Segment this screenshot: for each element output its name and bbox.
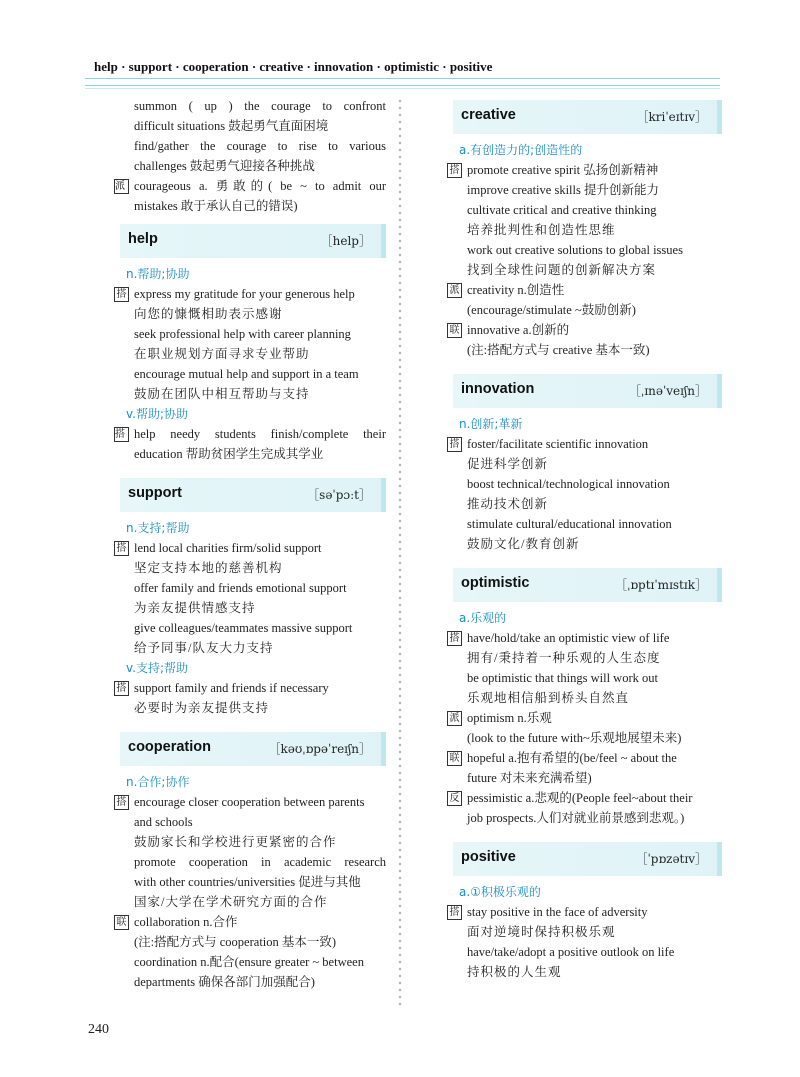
collocation-badge: 搭 [114,287,129,302]
collocation-line: 搭 have/hold/take an optimistic view of life [447,628,722,648]
antonym-line: job prospects.人们对就业前景感到悲观。) [467,811,685,825]
collocation-line: 找到全球性问题的创新解决方案 [467,263,657,277]
derived-line: (look to the future with~乐观地展望未来) [467,731,682,745]
phonetic: ［help］ [320,234,371,248]
phonetic: ［kəʊˌɒpəˈreɪʃn］ [268,742,371,756]
collocation-line: 向您的慷慨相助表示感谢 [134,307,283,321]
headword-box-help [120,224,386,258]
collocation-line: education 帮助贫困学生完成其学业 [134,447,324,461]
collocation-line: with other countries/universities 促进与其他 [134,875,361,889]
headword: creative [461,107,516,123]
collocation-line: improve creative skills 提升创新能力 [467,183,659,197]
collocation-line: 鼓励文化/教育创新 [467,537,580,551]
collocation-line: 坚定支持本地的慈善机构 [134,561,283,575]
headword: positive [461,849,516,865]
header-rule-secondary [85,88,720,89]
part-of-speech: a.有创造力的;创造性的 [459,143,583,157]
collocation-line: 搭 encourage closer cooperation between parents [114,792,386,812]
collocation-line: 搭 stay positive in the face of adversity [447,902,722,922]
headword: help [128,231,158,247]
headword-box-creative [453,100,722,134]
headword: innovation [461,381,535,397]
part-of-speech: n.支持;帮助 [126,521,190,535]
antonym-line: 反 pessimistic a.悲观的(People feel~about their [447,788,722,808]
collocation-line: 搭 help needy students finish/complete their [115,427,386,441]
related-line: (注:搭配方式与 creative 基本一致) [467,343,650,357]
related-badge: 联 [447,751,462,766]
collocation-line: offer family and friends emotional support [134,581,347,595]
collocation-line: 必要时为亲友提供支持 [134,701,270,715]
page-header-title: help · support · cooperation · creative · innovation · optimistic · positive [94,59,493,74]
related-line: departments 确保各部门加强配合) [134,975,315,989]
phonetic: ［ˈpɒzətɪv］ [635,852,707,866]
part-of-speech: v.帮助;协助 [126,407,189,421]
collocation-line: 推动技术创新 [467,497,549,511]
collocation-badge: 搭 [114,795,129,810]
part-of-speech: v.支持;帮助 [126,661,189,675]
collocation-line: have/take/adopt a positive outlook on life [467,945,675,959]
headword-box-optimistic [453,568,722,602]
derived-line: 派 optimism n.乐观 [447,708,722,728]
part-of-speech: n.帮助;协助 [126,267,190,281]
phonetic: ［kriˈeɪtɪv］ [636,110,707,124]
collocation-badge: 搭 [447,631,462,646]
part-of-speech: n.创新;革新 [459,417,523,431]
collocation-badge: 搭 [114,427,129,442]
left-column [114,96,386,992]
derived-badge: 派 [447,283,462,298]
related-line: 联 innovative a.创新的 [447,320,722,340]
collocation-line: cultivate critical and creative thinking [467,203,657,217]
derived-line: 派 courageous a. 勇敢的( be ~ to admit our [115,179,386,193]
collocation-line: 乐观地相信船到桥头自然直 [467,691,630,705]
related-badge: 联 [114,915,129,930]
collocation-line: stimulate cultural/educational innovation [467,517,672,531]
header-rule [85,78,720,86]
part-of-speech: a.乐观的 [459,611,507,625]
phonetic: ［ˌɒptɪˈmɪstɪk］ [615,578,707,592]
collocation-line: 为亲友提供情感支持 [134,601,256,615]
collocation-line: 搭 lend local charities firm/solid support [114,538,386,558]
related-line: 联 hopeful a.抱有希望的(be/feel ~ about the [447,748,722,768]
derived-badge: 派 [447,711,462,726]
phonetic: ［ˌɪnəˈveɪʃn］ [629,384,707,398]
right-column [447,96,722,982]
entry-line: summon ( up ) the courage to confront [134,99,386,113]
collocation-line: and schools [134,815,193,829]
derived-line: 派 creativity n.创造性 [447,280,722,300]
collocation-line: 拥有/秉持着一种乐观的人生态度 [467,651,661,665]
collocation-line: promote cooperation in academic research [134,855,386,869]
collocation-badge: 搭 [447,905,462,920]
collocation-line: work out creative solutions to global issues [467,243,683,257]
collocation-line: boost technical/technological innovation [467,477,670,491]
derived-badge: 派 [114,179,129,194]
collocation-line: give colleagues/teammates massive support [134,621,353,635]
collocation-line: 鼓励在团队中相互帮助与支持 [134,387,310,401]
derived-line: mistakes 敢于承认自己的错误) [134,199,298,213]
related-line: coordination n.配合(ensure greater ~ between [134,955,364,969]
collocation-line: 搭 promote creative spirit 弘扬创新精神 [447,160,722,180]
column-divider [396,98,404,1006]
part-of-speech: n.合作;协作 [126,775,190,789]
entry-line: difficult situations 鼓起勇气直面困境 [134,119,329,133]
collocation-line: encourage mutual help and support in a team [134,367,359,381]
collocation-line: seek professional help with career planning [134,327,351,341]
part-of-speech: a.①积极乐观的 [459,885,541,899]
courage-continued [114,96,386,216]
related-line: (注:搭配方式与 cooperation 基本一致) [134,935,337,949]
collocation-line: 搭 foster/facilitate scientific innovation [447,434,722,454]
page-number: 240 [88,1022,109,1037]
headword: cooperation [128,739,211,755]
collocation-line: be optimistic that things will work out [467,671,658,685]
headword: support [128,485,182,501]
derived-line: (encourage/stimulate ~鼓励创新) [467,303,636,317]
related-line: 联 collaboration n.合作 [114,912,386,932]
headword: optimistic [461,575,530,591]
headword-box-cooperation [120,732,386,766]
collocation-badge: 搭 [114,681,129,696]
collocation-line: 国家/大学在学术研究方面的合作 [134,895,328,909]
collocation-line: 面对逆境时保持积极乐观 [467,925,616,939]
related-badge: 联 [447,323,462,338]
headword-box-support [120,478,386,512]
collocation-line: 培养批判性和创造性思维 [467,223,616,237]
collocation-line: 促进科学创新 [467,457,549,471]
collocation-line: 搭 express my gratitude for your generous help [114,284,386,304]
collocation-line: 鼓励家长和学校进行更紧密的合作 [134,835,337,849]
collocation-line: 在职业规划方面寻求专业帮助 [134,347,310,361]
entry-line: challenges 鼓起勇气迎接各种挑战 [134,159,315,173]
collocation-line: 搭 support family and friends if necessary [114,678,386,698]
headword-box-positive [453,842,722,876]
collocation-badge: 搭 [114,541,129,556]
collocation-badge: 搭 [447,163,462,178]
collocation-line: 给予同事/队友大力支持 [134,641,274,655]
collocation-badge: 搭 [447,437,462,452]
collocation-line: 持积极的人生观 [467,965,562,979]
related-line: future 对未来充满希望) [467,771,592,785]
headword-box-innovation [453,374,722,408]
phonetic: ［səˈpɔːt］ [307,488,371,502]
entry-line: find/gather the courage to rise to various [134,139,386,153]
antonym-badge: 反 [447,791,462,806]
